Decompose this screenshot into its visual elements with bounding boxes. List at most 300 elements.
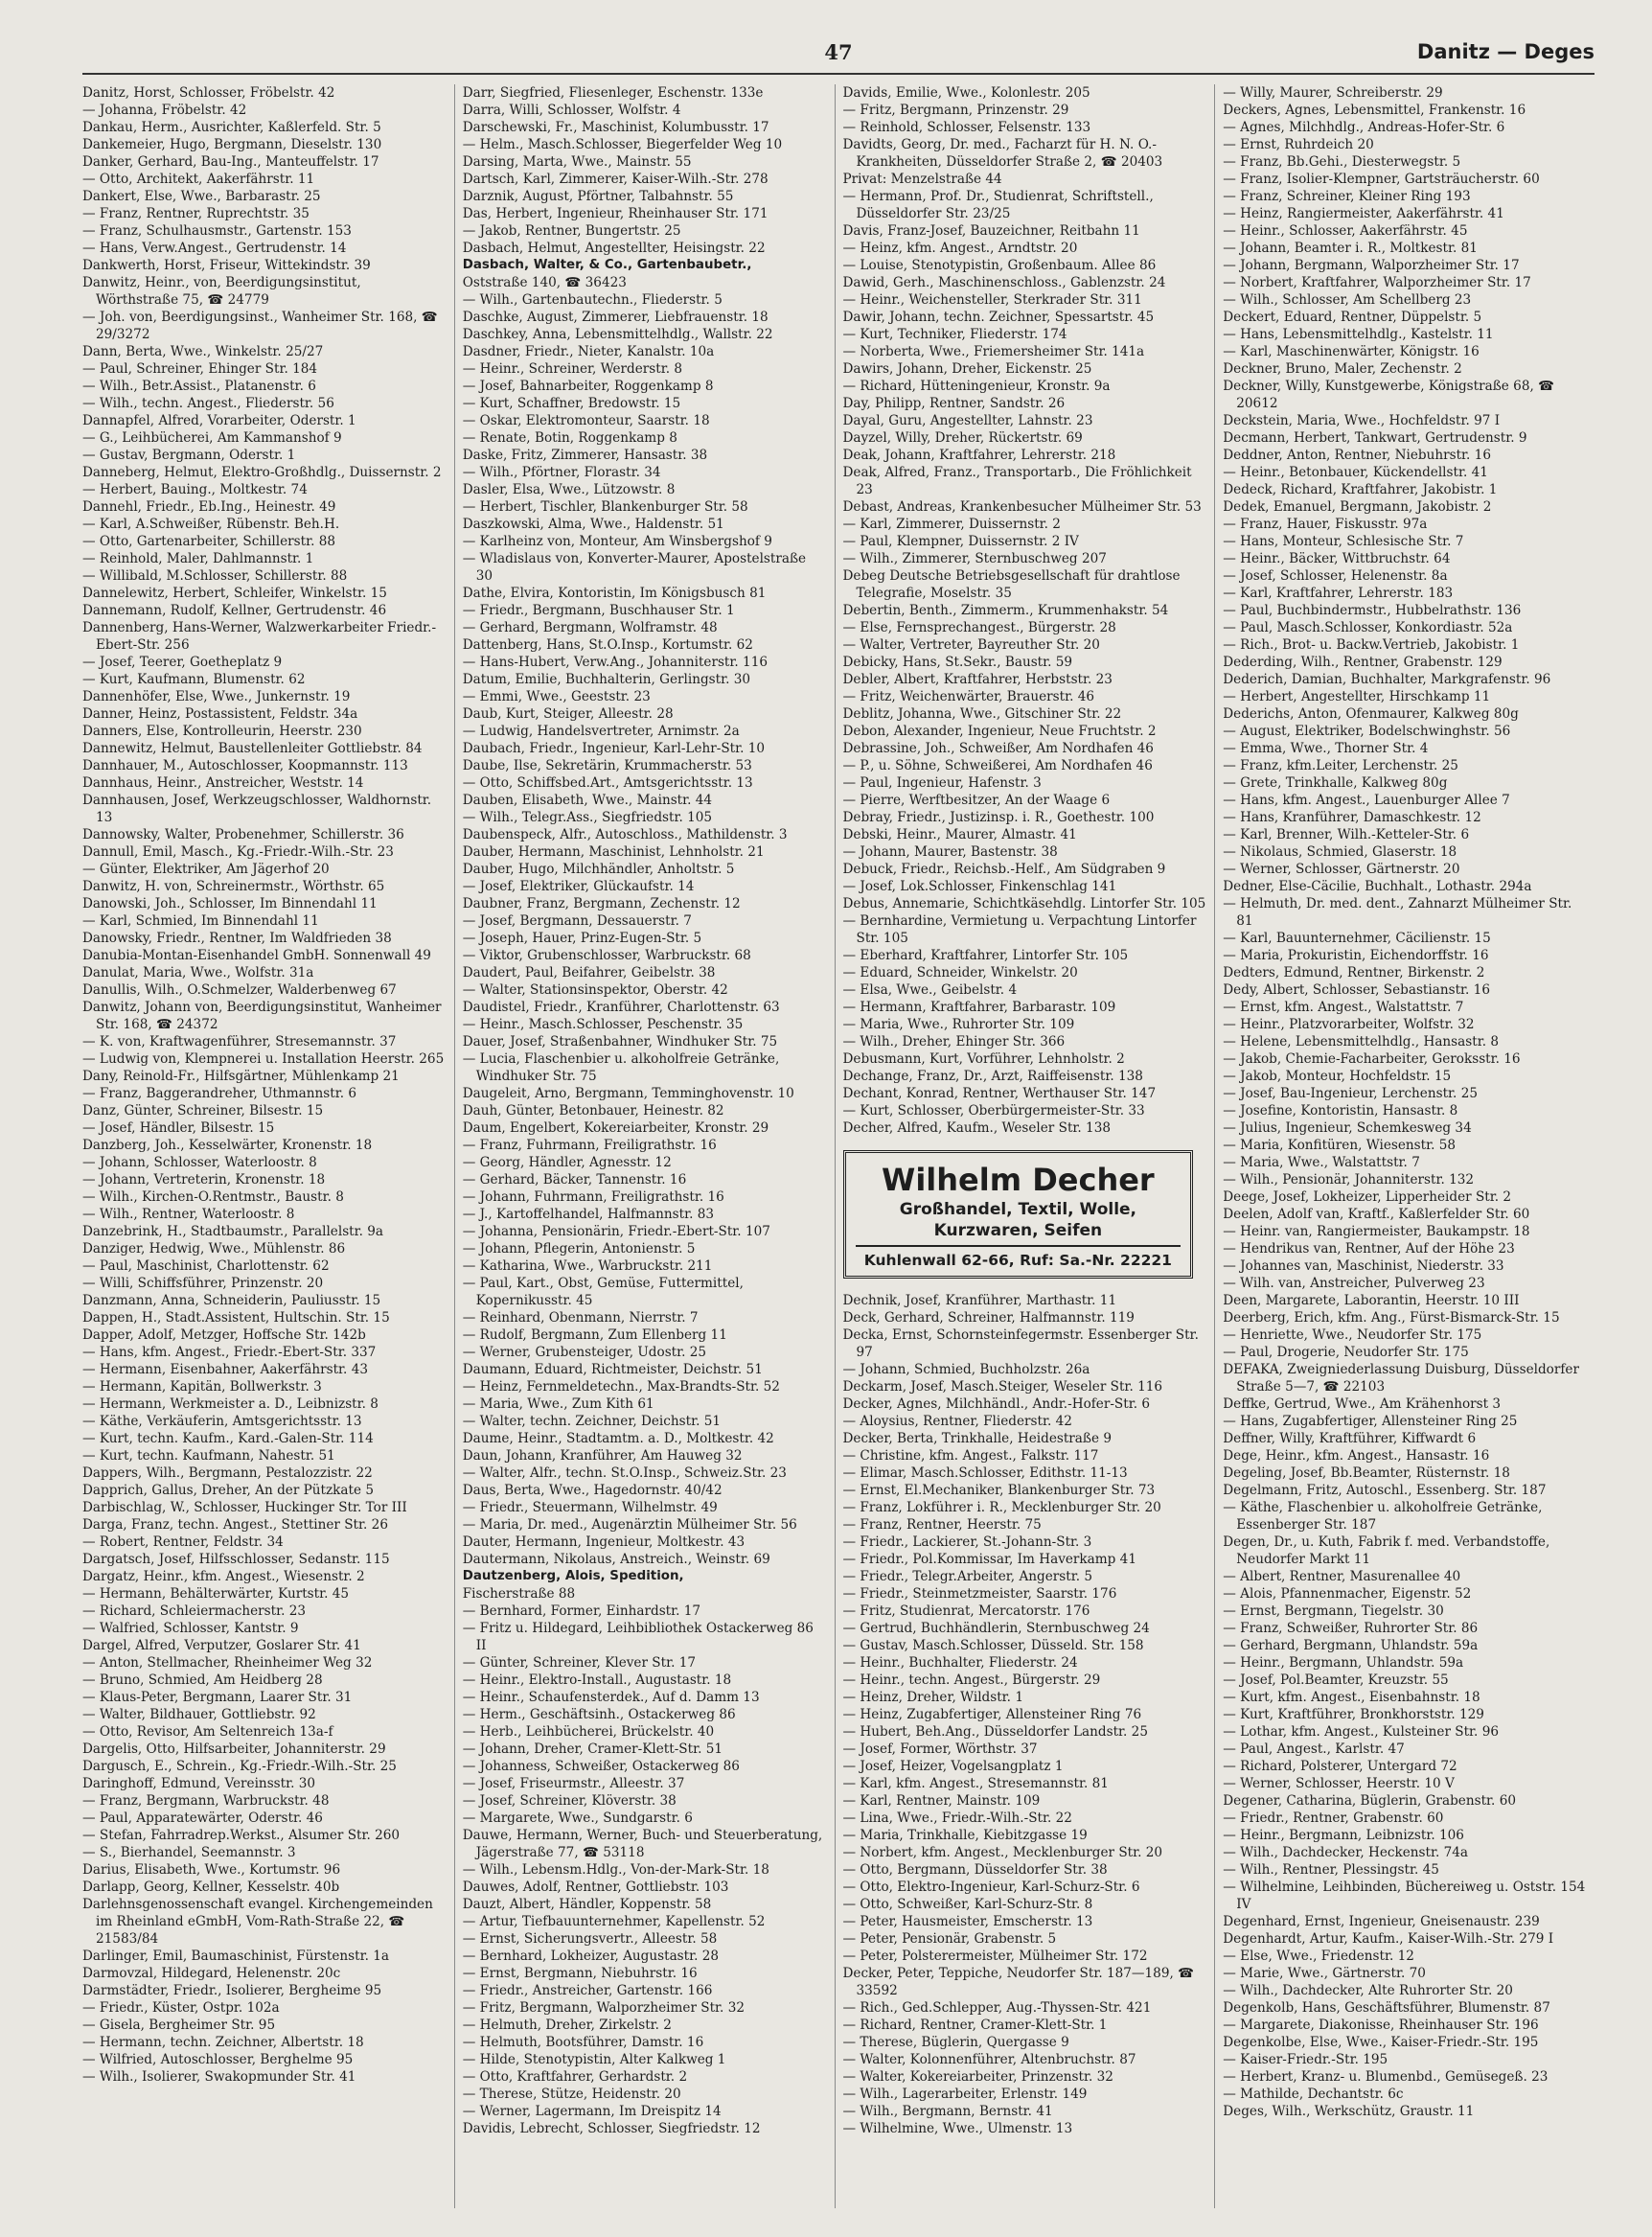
directory-entry: — Walter, Bildhauer, Gottliebstr. 92 bbox=[82, 1707, 316, 1722]
directory-entry: — Katharina, Wwe., Warbruckstr. 211 bbox=[462, 1258, 713, 1274]
directory-entry: — Heinz, kfm. Angest., Arndtstr. 20 bbox=[842, 241, 1078, 256]
directory-entry: Decker, Berta, Trinkhalle, Heidestraße 9 bbox=[842, 1431, 1113, 1446]
directory-entry: — Heinr., Platzvorarbeiter, Wolfstr. 32 bbox=[1223, 1017, 1475, 1032]
directory-entry: — Reinhold, Schlosser, Felsenstr. 133 bbox=[842, 120, 1091, 135]
directory-entry: Dechnik, Josef, Kranführer, Marthastr. 11 bbox=[842, 1293, 1117, 1308]
directory-entry: — Wilh., Pförtner, Florastr. 34 bbox=[462, 465, 661, 480]
directory-entry: Daun, Johann, Kranführer, Am Hauweg 32 bbox=[462, 1448, 743, 1464]
directory-entry: Dauber, Hugo, Milchhändler, Anholtstr. 5 bbox=[462, 862, 735, 877]
directory-entry: Decher, Alfred, Kaufm., Weseler Str. 138 bbox=[842, 1120, 1111, 1136]
directory-entry: — Karl, Maschinenwärter, Königstr. 16 bbox=[1223, 344, 1480, 359]
directory-entry: — Willy, Maurer, Schreiberstr. 29 bbox=[1223, 85, 1443, 101]
directory-entry: Dauben, Elisabeth, Wwe., Mainstr. 44 bbox=[462, 793, 713, 808]
directory-entry: Darga, Franz, techn. Angest., Stettiner Str. 26 bbox=[82, 1517, 388, 1533]
directory-entry: Dechant, Konrad, Rentner, Werthauser Str. 147 bbox=[842, 1086, 1157, 1101]
directory-entry: Dathe, Elvira, Kontoristin, Im Königsbusch 81 bbox=[462, 586, 767, 601]
directory-entry: — Wilh., Lebensm.Hdlg., Von-der-Mark-Str. 18 bbox=[462, 1862, 769, 1878]
directory-entry: Darznik, August, Pförtner, Talbahnstr. 55 bbox=[462, 189, 734, 204]
directory-entry: Dedek, Emanuel, Bergmann, Jakobistr. 2 bbox=[1223, 499, 1492, 515]
directory-entry: — Gisela, Bergheimer Str. 95 bbox=[82, 2018, 276, 2033]
directory-entry: — Josef, Heizer, Vogelsangplatz 1 bbox=[842, 1759, 1064, 1774]
running-head: Danitz — Deges bbox=[1416, 40, 1595, 63]
directory-entry: — Heinr., Bergmann, Leibnizstr. 106 bbox=[1223, 1828, 1464, 1843]
directory-entry: — Paul, Angest., Karlstr. 47 bbox=[1223, 1741, 1405, 1757]
directory-entry: Deddner, Anton, Rentner, Niebuhrstr. 16 bbox=[1223, 448, 1491, 463]
directory-entry: — Hermann, Eisenbahner, Aakerfährstr. 43 bbox=[82, 1362, 368, 1377]
directory-entry: — Kaiser-Friedr.-Str. 195 bbox=[1223, 2052, 1388, 2067]
directory-entry: — Helm., Masch.Schlosser, Biegerfelder Weg 10 bbox=[462, 137, 783, 152]
directory-entry: — Franz, Bergmann, Warbruckstr. 48 bbox=[82, 1793, 330, 1809]
directory-entry: Dedner, Else-Cäcilie, Buchhalt., Lothastr. 294a bbox=[1223, 879, 1532, 894]
directory-entry: — Walfried, Schlosser, Kantstr. 9 bbox=[82, 1621, 299, 1636]
directory-entry: Dannowsky, Walter, Probenehmer, Schillerstr. 36 bbox=[82, 827, 404, 842]
directory-entry: — Johanna, Pensionärin, Friedr.-Ebert-Str. 107 bbox=[462, 1224, 770, 1239]
directory-entry: — Peter, Polsterermeister, Mülheimer Str. 172 bbox=[842, 1949, 1148, 1964]
directory-entry: — Walter, Vertreter, Bayreuther Str. 20 bbox=[842, 637, 1100, 653]
directory-entry: Dederich, Damian, Buchhalter, Markgrafenstr. 96 bbox=[1223, 672, 1551, 687]
directory-entry: Danzebrink, H., Stadtbaumstr., Parallelstr. 9a bbox=[82, 1224, 384, 1239]
directory-entry: — Jakob, Chemie-Facharbeiter, Geroksstr. 16 bbox=[1223, 1051, 1521, 1067]
directory-entry: DEFAKA, Zweigniederlassung Duisburg, Düsseldorfer Straße 5—7, ☎ 22103 bbox=[1223, 1362, 1579, 1395]
directory-entry: Davidis, Lebrecht, Schlosser, Siegfriedstr. 12 bbox=[462, 2121, 761, 2136]
directory-entry: — Wilh., Telegr.Ass., Siegfriedstr. 105 bbox=[462, 810, 713, 825]
directory-entry: Dannelewitz, Herbert, Schleifer, Winkelstr. 15 bbox=[82, 586, 387, 601]
directory-entry: Dargusch, E., Schrein., Kg.-Friedr.-Wilh.-Str. 25 bbox=[82, 1759, 397, 1774]
directory-entry: — Hubert, Beh.Ang., Düsseldorfer Landstr. 25 bbox=[842, 1724, 1148, 1740]
directory-entry: — Heinr., Buchhalter, Fliederstr. 24 bbox=[842, 1655, 1078, 1671]
directory-entry: — Hans, Lebensmittelhdlg., Kastelstr. 11 bbox=[1223, 327, 1494, 342]
directory-entry: — Karlheinz von, Monteur, Am Winsbergshof 9 bbox=[462, 534, 772, 549]
directory-entry: — Hermann, Werkmeister a. D., Leibnizstr. 8 bbox=[82, 1396, 379, 1412]
directory-entry: — Renate, Botin, Roggenkamp 8 bbox=[462, 430, 677, 446]
directory-entry: — Rudolf, Bergmann, Zum Ellenberg 11 bbox=[462, 1327, 727, 1343]
directory-entry: — Jakob, Monteur, Hochfeldstr. 15 bbox=[1223, 1069, 1452, 1084]
directory-entry: — August, Elektriker, Bodelschwinghstr. 56 bbox=[1223, 724, 1511, 739]
directory-entry: Day, Philipp, Rentner, Sandstr. 26 bbox=[842, 396, 1066, 411]
directory-entry: Danowsky, Friedr., Rentner, Im Waldfrieden 38 bbox=[82, 931, 392, 946]
advertisement-box bbox=[843, 1150, 1194, 1279]
directory-entry: Dapper, Adolf, Metzger, Hoffsche Str. 142b bbox=[82, 1327, 366, 1343]
directory-entry: Deck, Gerhard, Schreiner, Halfmannstr. 119 bbox=[842, 1310, 1135, 1326]
directory-entry: — Johann, Schmied, Buchholzstr. 26a bbox=[842, 1362, 1090, 1377]
directory-entry: — Kurt, Kraftführer, Bronkhorststr. 129 bbox=[1223, 1707, 1484, 1722]
directory-entry: — Peter, Pensionär, Grabenstr. 5 bbox=[842, 1931, 1057, 1947]
directory-entry: — Gustav, Bergmann, Oderstr. 1 bbox=[82, 448, 296, 463]
directory-entry: — Wilh., Dachdecker, Heckenstr. 74a bbox=[1223, 1845, 1469, 1860]
directory-entry: — Wilh., Dreher, Ehinger Str. 366 bbox=[842, 1034, 1066, 1049]
directory-entry: Degenkolbe, Else, Wwe., Kaiser-Friedr.-Str. 195 bbox=[1223, 2035, 1539, 2050]
directory-entry: — Jakob, Rentner, Bungertstr. 25 bbox=[462, 223, 681, 239]
directory-entry: — Paul, Maschinist, Charlottenstr. 62 bbox=[82, 1258, 330, 1274]
directory-entry: Darlapp, Georg, Kellner, Kesselstr. 40b bbox=[82, 1880, 340, 1895]
directory-entry: Danners, Else, Kontrolleurin, Heerstr. 230 bbox=[82, 724, 362, 739]
directory-entry: — Herbert, Bauing., Moltkestr. 74 bbox=[82, 482, 308, 497]
directory-entry: Debski, Heinr., Maurer, Almastr. 41 bbox=[842, 827, 1077, 842]
directory-entry: — Gustav, Masch.Schlosser, Düsseld. Str. 158 bbox=[842, 1638, 1144, 1653]
directory-entry: — Hans, Monteur, Schlesische Str. 7 bbox=[1223, 534, 1464, 549]
directory-entry: — Hans, kfm. Angest., Friedr.-Ebert-Str. 337 bbox=[82, 1345, 377, 1360]
directory-entry: — Heinz, Dreher, Wildstr. 1 bbox=[842, 1690, 1023, 1705]
directory-entry: — Margarete, Wwe., Sundgarstr. 6 bbox=[462, 1810, 693, 1826]
directory-entry: — Hermann, Kapitän, Bollwerkstr. 3 bbox=[82, 1379, 322, 1395]
directory-entry: — Kurt, techn. Kaufmann, Nahestr. 51 bbox=[82, 1448, 335, 1464]
directory-entry: Deege, Josef, Lokheizer, Lipperheider Str. 2 bbox=[1223, 1189, 1512, 1205]
directory-entry: Danz, Günter, Schreiner, Bilsestr. 15 bbox=[82, 1103, 324, 1118]
directory-entry: — Karl, Brenner, Wilh.-Ketteler-Str. 6 bbox=[1223, 827, 1470, 842]
directory-entry: — Kurt, techn. Kaufm., Kard.-Galen-Str. 114 bbox=[82, 1431, 374, 1446]
directory-entry: — Franz, Isolier-Klempner, Gartsträucherstr. 60 bbox=[1223, 172, 1540, 187]
directory-entry: — Eduard, Schneider, Winkelstr. 20 bbox=[842, 965, 1078, 980]
directory-entry: Dasler, Elsa, Wwe., Lützowstr. 8 bbox=[462, 482, 676, 497]
directory-entry: Deckert, Eduard, Rentner, Düppelstr. 5 bbox=[1223, 310, 1482, 325]
directory-column-4 bbox=[1214, 84, 1595, 2208]
directory-entry: — Maria, Dr. med., Augenärztin Mülheimer Str. 56 bbox=[462, 1517, 797, 1533]
directory-entry: — Josef, Elektriker, Glückaufstr. 14 bbox=[462, 879, 695, 894]
directory-entry: — Wilh., Rentner, Waterloostr. 8 bbox=[82, 1207, 295, 1222]
directory-entry: Daringhoff, Edmund, Vereinsstr. 30 bbox=[82, 1776, 316, 1791]
directory-entry: — Johanness, Schweißer, Ostackerweg 86 bbox=[462, 1759, 740, 1774]
directory-entry: — Karl, Rentner, Mainstr. 109 bbox=[842, 1793, 1041, 1809]
directory-entry: — Ernst, Ruhrdeich 20 bbox=[1223, 137, 1374, 152]
directory-entry: Danziger, Hedwig, Wwe., Mühlenstr. 86 bbox=[82, 1241, 346, 1257]
directory-entry: Daubner, Franz, Bergmann, Zechenstr. 12 bbox=[462, 896, 741, 911]
directory-entry: Darlehnsgenossenschaft evangel. Kirchengemeinden im Rheinland eGmbH, Vom-Rath-Straße 22, ☎ 21583/84 bbox=[82, 1897, 433, 1947]
directory-entry: — Oskar, Elektromonteur, Saarstr. 18 bbox=[462, 413, 710, 428]
directory-entry: Debray, Friedr., Justizinsp. i. R., Goethestr. 100 bbox=[842, 810, 1155, 825]
directory-entry: Dechange, Franz, Dr., Arzt, Raiffeisenstr. 138 bbox=[842, 1069, 1143, 1084]
directory-entry: — Josef, Friseurmstr., Alleestr. 37 bbox=[462, 1776, 685, 1791]
directory-entry: — Wilhelmine, Wwe., Ulmenstr. 13 bbox=[842, 2121, 1073, 2136]
directory-entry: — Wilhelmine, Leihbinden, Büchereiweg u. Oststr. 154 IV bbox=[1223, 1880, 1586, 1912]
directory-entry: — Louise, Stenotypistin, Großenbaum. Allee 86 bbox=[842, 258, 1157, 273]
directory-entry: — Joh. von, Beerdigungsinst., Wanheimer Str. 168, ☎ 29/3272 bbox=[82, 310, 438, 342]
directory-entry: Dannull, Emil, Masch., Kg.-Friedr.-Wilh.-Str. 23 bbox=[82, 844, 394, 860]
directory-entry: — Gertrud, Buchhändlerin, Sternbuschweg 24 bbox=[842, 1621, 1150, 1636]
directory-entry: — Klaus-Peter, Bergmann, Laarer Str. 31 bbox=[82, 1690, 353, 1705]
directory-entry: Decka, Ernst, Schornsteinfegermstr. Essenberger Str. 97 bbox=[842, 1327, 1199, 1360]
directory-entry: — Kurt, Schaffner, Bredowstr. 15 bbox=[462, 396, 681, 411]
directory-entry: — Willi, Schiffsführer, Prinzenstr. 20 bbox=[82, 1276, 324, 1291]
directory-entry: — Friedr., Pol.Kommissar, Im Haverkamp 41 bbox=[842, 1552, 1136, 1567]
directory-entry: — Gerhard, Bergmann, Uhlandstr. 59a bbox=[1223, 1638, 1479, 1653]
directory-entry: — Karl, A.Schweißer, Rübenstr. Beh.H. bbox=[82, 517, 340, 532]
directory-entry: Danwitz, Heinr., von, Beerdigungsinstitut, Wörthstraße 75, ☎ 24779 bbox=[82, 275, 361, 308]
directory-entry: Deerberg, Erich, kfm. Ang., Fürst-Bismarck-Str. 15 bbox=[1223, 1310, 1560, 1326]
directory-entry: — Otto, Elektro-Ingenieur, Karl-Schurz-Str. 6 bbox=[842, 1880, 1140, 1895]
directory-entry: — Karl, Bauunternehmer, Cäcilienstr. 15 bbox=[1223, 931, 1491, 946]
directory-entry: — Paul, Apparatewärter, Oderstr. 46 bbox=[82, 1810, 323, 1826]
directory-entry: — Kurt, Techniker, Fliederstr. 174 bbox=[842, 327, 1067, 342]
directory-entry: — Eberhard, Kraftfahrer, Lintorfer Str. 105 bbox=[842, 948, 1129, 963]
directory-entry: — Albert, Rentner, Masurenallee 40 bbox=[1223, 1569, 1461, 1584]
directory-entry: — Franz, Lokführer i. R., Mecklenburger Str. 20 bbox=[842, 1500, 1161, 1515]
directory-entry: Debicky, Hans, St.Sekr., Baustr. 59 bbox=[842, 655, 1073, 670]
directory-entry: — Richard, Rentner, Cramer-Klett-Str. 1 bbox=[842, 2018, 1108, 2033]
directory-entry: — Heinr., Schlosser, Aakerfährstr. 45 bbox=[1223, 223, 1468, 239]
directory-entry: — Josef, Händler, Bilsestr. 15 bbox=[82, 1120, 275, 1136]
directory-entry: — Otto, Architekt, Aakerfährstr. 11 bbox=[82, 172, 315, 187]
directory-entry: — Friedr., Telegr.Arbeiter, Angerstr. 5 bbox=[842, 1569, 1092, 1584]
directory-entry: Dannenberg, Hans-Werner, Walzwerkarbeiter Friedr.-Ebert-Str. 256 bbox=[82, 620, 437, 653]
directory-entry: — Stefan, Fahrradrep.Werkst., Alsumer Str. 260 bbox=[82, 1828, 401, 1843]
directory-entry: — Willibald, M.Schlosser, Schillerstr. 88 bbox=[82, 568, 348, 584]
directory-entry: Darlinger, Emil, Baumaschinist, Fürstenstr. 1a bbox=[82, 1949, 389, 1964]
directory-entry: — Hans, Zugabfertiger, Allensteiner Ring 25 bbox=[1223, 1414, 1518, 1429]
directory-entry: — Johann, Bergmann, Walporzheimer Str. 17 bbox=[1223, 258, 1520, 273]
directory-entry: — Ludwig von, Klempnerei u. Installation Heerstr. 265 bbox=[82, 1051, 445, 1067]
directory-entry: — Wilh., Kirchen-O.Rentmstr., Baustr. 8 bbox=[82, 1189, 344, 1205]
directory-entry: — Hermann, Prof. Dr., Studienrat, Schriftstell., Düsseldorfer Str. 23/25 bbox=[842, 189, 1154, 221]
directory-entry: Deckstein, Maria, Wwe., Hochfeldstr. 97 I bbox=[1223, 413, 1501, 428]
directory-entry: — Georg, Händler, Agnesstr. 12 bbox=[462, 1155, 672, 1170]
directory-entry: — Friedr., Steuermann, Wilhelmstr. 49 bbox=[462, 1500, 718, 1515]
directory-entry: Dappen, H., Stadt.Assistent, Hultschin. Str. 15 bbox=[82, 1310, 390, 1326]
directory-entry: — Josef, Schreiner, Klöverstr. 38 bbox=[462, 1793, 677, 1809]
directory-entry: Deckers, Agnes, Lebensmittel, Frankenstr. 16 bbox=[1223, 103, 1526, 118]
directory-entry: Dawid, Gerh., Maschinenschloss., Gablenzstr. 24 bbox=[842, 275, 1166, 290]
directory-entry: Daub, Kurt, Steiger, Alleestr. 28 bbox=[462, 706, 674, 722]
directory-entry: — Herbert, Tischler, Blankenburger Str. 58 bbox=[462, 499, 748, 515]
directory-entry: — Hans, kfm. Angest., Lauenburger Allee 7 bbox=[1223, 793, 1510, 808]
directory-entry: Danzberg, Joh., Kesselwärter, Kronenstr. 18 bbox=[82, 1138, 373, 1153]
directory-entry: — Josef, Former, Wörthstr. 37 bbox=[842, 1741, 1038, 1757]
directory-entry: Danowski, Joh., Schlosser, Im Binnendahl 11 bbox=[82, 896, 378, 911]
directory-entry: Daszkowski, Alma, Wwe., Haldenstr. 51 bbox=[462, 517, 724, 532]
directory-entry: — Karl, Schmied, Im Binnendahl 11 bbox=[82, 913, 319, 929]
directory-entry: — Herb., Leihbücherei, Brückelstr. 40 bbox=[462, 1724, 715, 1740]
directory-entry: Debeg Deutsche Betriebsgesellschaft für drahtlose Telegrafie, Moselstr. 35 bbox=[842, 568, 1181, 601]
directory-entry: Dauwe, Hermann, Werner, Buch- und Steuerberatung, Jägerstraße 77, ☎ 53118 bbox=[462, 1828, 823, 1860]
directory-entry: — Hans, Kranführer, Damaschkestr. 12 bbox=[1223, 810, 1481, 825]
directory-entry: — Hendrikus van, Rentner, Auf der Höhe 23 bbox=[1223, 1241, 1515, 1257]
directory-entry: — Käthe, Verkäuferin, Amtsgerichtsstr. 13 bbox=[82, 1414, 362, 1429]
directory-entry: — Walter, Stationsinspektor, Oberstr. 42 bbox=[462, 982, 728, 998]
directory-entry: — Josefine, Kontoristin, Hansastr. 8 bbox=[1223, 1103, 1458, 1118]
directory-entry: — Lina, Wwe., Friedr.-Wilh.-Str. 22 bbox=[842, 1810, 1072, 1826]
directory-entry: — Hermann, Behälterwärter, Kurtstr. 45 bbox=[82, 1586, 350, 1602]
directory-entry: — G., Leihbücherei, Am Kammanshof 9 bbox=[82, 430, 342, 446]
directory-entry: Decker, Peter, Teppiche, Neudorfer Str. 187—189, ☎ 33592 bbox=[842, 1966, 1195, 1998]
directory-columns bbox=[82, 84, 1595, 2208]
directory-entry: — Walter, techn. Zeichner, Deichstr. 51 bbox=[462, 1414, 722, 1429]
directory-column-1 bbox=[82, 84, 454, 2208]
directory-entry: Datum, Emilie, Buchhalterin, Gerlingstr. 30 bbox=[462, 672, 751, 687]
directory-entry: — Werner, Schlosser, Gärtnerstr. 20 bbox=[1223, 862, 1460, 877]
directory-entry: Darmovzal, Hildegard, Helenenstr. 20c bbox=[82, 1966, 341, 1981]
page-header bbox=[82, 40, 1595, 75]
directory-entry: Dargel, Alfred, Verputzer, Goslarer Str. 41 bbox=[82, 1638, 361, 1653]
directory-entry: — Wilfried, Autoschlosser, Berghelme 95 bbox=[82, 2052, 354, 2067]
directory-entry: — Johann, Beamter i. R., Moltkestr. 81 bbox=[1223, 241, 1478, 256]
directory-entry: — Franz, Rentner, Ruprechtstr. 35 bbox=[82, 206, 310, 221]
advertisement-title: Wilhelm Decher bbox=[882, 1162, 1155, 1198]
directory-entry: — Heinr., Masch.Schlosser, Peschenstr. 35 bbox=[462, 1017, 744, 1032]
directory-entry: — Johann, Dreher, Cramer-Klett-Str. 51 bbox=[462, 1741, 723, 1757]
directory-entry: Dannhausen, Josef, Werkzeugschlosser, Waldhornstr. 13 bbox=[82, 793, 432, 825]
directory-entry: Dannehl, Friedr., Eb.Ing., Heinestr. 49 bbox=[82, 499, 336, 515]
directory-entry: — Wilh., Gartenbautechn., Fliederstr. 5 bbox=[462, 292, 723, 308]
directory-column-3 bbox=[835, 84, 1215, 2208]
directory-entry: — Else, Wwe., Friedenstr. 12 bbox=[1223, 1949, 1414, 1964]
directory-entry: — Friedr., Lackierer, St.-Johann-Str. 3 bbox=[842, 1534, 1092, 1550]
directory-entry: — Heinz, Fernmeldetechn., Max-Brandts-Str. 52 bbox=[462, 1379, 780, 1395]
directory-entry: Degenhard, Ernst, Ingenieur, Gneisenaustr. 239 bbox=[1223, 1914, 1540, 1929]
directory-entry: — Therese, Büglerin, Quergasse 9 bbox=[842, 2035, 1069, 2050]
directory-entry: Privat: Menzelstraße 44 bbox=[842, 172, 1002, 187]
directory-entry: — Julius, Ingenieur, Schemkesweg 34 bbox=[1223, 1120, 1472, 1136]
directory-entry: — Gerhard, Bergmann, Wolframstr. 48 bbox=[462, 620, 718, 635]
directory-entry: — Emma, Wwe., Thorner Str. 4 bbox=[1223, 741, 1429, 756]
directory-entry: — Maria, Prokuristin, Eichendorffstr. 16 bbox=[1223, 948, 1489, 963]
directory-entry: — Friedr., Steinmetzmeister, Saarstr. 176 bbox=[842, 1586, 1117, 1602]
directory-entry: — Wilh., Rentner, Plessingstr. 45 bbox=[1223, 1862, 1439, 1878]
directory-entry: Dartsch, Karl, Zimmerer, Kaiser-Wilh.-Str. 278 bbox=[462, 172, 769, 187]
directory-entry: — Nikolaus, Schmied, Glaserstr. 18 bbox=[1223, 844, 1457, 860]
directory-entry: Deelen, Adolf van, Kraftf., Kaßlerfelder Str. 60 bbox=[1223, 1207, 1530, 1222]
directory-entry: — Emmi, Wwe., Geeststr. 23 bbox=[462, 689, 651, 704]
directory-entry: — Franz, Baggerandreher, Uthmannstr. 6 bbox=[82, 1086, 357, 1101]
directory-entry: — Franz, Schreiner, Kleiner Ring 193 bbox=[1223, 189, 1471, 204]
directory-entry: — Lucia, Flaschenbier u. alkoholfreie Getränke, Windhuker Str. 75 bbox=[462, 1051, 780, 1084]
directory-column-2 bbox=[454, 84, 835, 2208]
directory-entry: — Else, Fernsprechangest., Bürgerstr. 28 bbox=[842, 620, 1116, 635]
directory-entry: — Lothar, kfm. Angest., Kulsteiner Str. 96 bbox=[1223, 1724, 1499, 1740]
directory-entry: Dappers, Wilh., Bergmann, Pestalozzistr. 22 bbox=[82, 1465, 373, 1481]
directory-entry: Dedy, Albert, Schlosser, Sebastianstr. 16 bbox=[1223, 982, 1490, 998]
directory-entry: Danwitz, H. von, Schreinermstr., Wörthstr. 65 bbox=[82, 879, 385, 894]
directory-entry: — Günter, Elektriker, Am Jägerhof 20 bbox=[82, 862, 330, 877]
directory-entry: — Christine, kfm. Angest., Falkstr. 117 bbox=[842, 1448, 1099, 1464]
directory-entry: Dankwerth, Horst, Friseur, Wittekindstr. 39 bbox=[82, 258, 371, 273]
directory-entry: Dauh, Günter, Betonbauer, Heinestr. 82 bbox=[462, 1103, 724, 1118]
directory-entry: — Heinr., Elektro-Install., Augustastr. 18 bbox=[462, 1672, 732, 1688]
directory-entry: — Heinr., Schaufensterdek., Auf d. Damm 13 bbox=[462, 1690, 760, 1705]
directory-entry: Dannenhöfer, Else, Wwe., Junkernstr. 19 bbox=[82, 689, 351, 704]
directory-entry: — Maria, Wwe., Ruhrorter Str. 109 bbox=[842, 1017, 1075, 1032]
directory-entry: — Helmuth, Bootsführer, Damstr. 16 bbox=[462, 2035, 704, 2050]
directory-entry: — Wilh., Isolierer, Swakopmunder Str. 41 bbox=[82, 2069, 356, 2085]
directory-entry: — Heinr., techn. Angest., Bürgerstr. 29 bbox=[842, 1672, 1101, 1688]
directory-entry: — Johann, Pflegerin, Antonienstr. 5 bbox=[462, 1241, 696, 1257]
directory-entry: — Walter, Kokereiarbeiter, Prinzenstr. 32 bbox=[842, 2069, 1113, 2085]
directory-entry: — Heinr. van, Rangiermeister, Baukampstr. 18 bbox=[1223, 1224, 1530, 1239]
directory-entry: — Ludwig, Handelsvertreter, Arnimstr. 2a bbox=[462, 724, 740, 739]
directory-entry: — Wilh., Zimmerer, Sternbuschweg 207 bbox=[842, 551, 1107, 566]
directory-entry: — Elimar, Masch.Schlosser, Edithstr. 11-13 bbox=[842, 1465, 1128, 1481]
directory-entry: Degen, Dr., u. Kuth, Fabrik f. med. Verbandstoffe, Neudorfer Markt 11 bbox=[1223, 1534, 1550, 1567]
directory-entry: — Pierre, Werftbesitzer, An der Waage 6 bbox=[842, 793, 1111, 808]
directory-entry: Dasbach, Walter, & Co., Gartenbaubetr., bbox=[462, 258, 752, 272]
directory-entry: — Maria, Konfitüren, Wiesenstr. 58 bbox=[1223, 1138, 1457, 1153]
directory-entry: — Wilh., Dachdecker, Alte Ruhrorter Str. 20 bbox=[1223, 1983, 1513, 1998]
directory-entry: Dankemeier, Hugo, Bergmann, Dieselstr. 130 bbox=[82, 137, 382, 152]
directory-entry: — Maria, Wwe., Walstattstr. 7 bbox=[1223, 1155, 1420, 1170]
directory-entry: — Heinr., Bäcker, Wittbruchstr. 64 bbox=[1223, 551, 1451, 566]
directory-entry: — Paul, Ingenieur, Hafenstr. 3 bbox=[842, 775, 1042, 791]
directory-entry: — Heinz, Rangiermeister, Aakerfährstr. 41 bbox=[1223, 206, 1504, 221]
directory-entry: — Maria, Trinkhalle, Kiebitzgasse 19 bbox=[842, 1828, 1088, 1843]
directory-entry: Darius, Elisabeth, Wwe., Kortumstr. 96 bbox=[82, 1862, 341, 1878]
directory-entry: Dedeck, Richard, Kraftfahrer, Jakobistr. 1 bbox=[1223, 482, 1498, 497]
directory-entry: Darmstädter, Friedr., Isolierer, Bergheime 95 bbox=[82, 1983, 382, 1998]
directory-entry: — Paul, Buchbindermstr., Hubbelrathstr. 136 bbox=[1223, 603, 1522, 618]
directory-entry: Dann, Berta, Wwe., Winkelstr. 25/27 bbox=[82, 344, 324, 359]
directory-entry: Debertin, Benth., Zimmerm., Krummenhakstr. 54 bbox=[842, 603, 1169, 618]
directory-entry: Degelmann, Fritz, Autoschl., Essenberg. Str. 187 bbox=[1223, 1483, 1547, 1498]
directory-entry: Decmann, Herbert, Tankwart, Gertrudenstr. 9 bbox=[1223, 430, 1527, 446]
directory-entry: — Heinz, Zugabfertiger, Allensteiner Ring 76 bbox=[842, 1707, 1142, 1722]
directory-entry: Fischerstraße 88 bbox=[462, 1586, 576, 1602]
directory-entry: — Paul, Drogerie, Neudorfer Str. 175 bbox=[1223, 1345, 1469, 1360]
directory-entry: Dawir, Johann, techn. Zeichner, Spessartstr. 45 bbox=[842, 310, 1155, 325]
directory-entry: — Norberta, Wwe., Friemersheimer Str. 141a bbox=[842, 344, 1145, 359]
directory-entry: — Friedr., Rentner, Grabenstr. 60 bbox=[1223, 1810, 1444, 1826]
directory-entry: Davids, Emilie, Wwe., Kolonlestr. 205 bbox=[842, 85, 1090, 101]
directory-entry: Dederichs, Anton, Ofenmaurer, Kalkweg 80g bbox=[1223, 706, 1519, 722]
directory-entry: — Ernst, Bergmann, Niebuhrstr. 16 bbox=[462, 1966, 698, 1981]
directory-entry: Dattenberg, Hans, St.O.Insp., Kortumstr. 62 bbox=[462, 637, 753, 653]
directory-entry: — Johannes van, Maschinist, Niederstr. 33 bbox=[1223, 1258, 1504, 1274]
directory-entry: — Ernst, kfm. Angest., Walstattstr. 7 bbox=[1223, 1000, 1464, 1015]
directory-entry: — Rich., Ged.Schlepper, Aug.-Thyssen-Str. 421 bbox=[842, 2000, 1152, 2016]
directory-entry: Deges, Wilh., Werkschütz, Graustr. 11 bbox=[1223, 2104, 1475, 2119]
directory-entry: — Peter, Hausmeister, Emscherstr. 13 bbox=[842, 1914, 1093, 1929]
directory-entry: Degenhardt, Artur, Kaufm., Kaiser-Wilh.-Str. 279 I bbox=[1223, 1931, 1554, 1947]
directory-entry: — Elsa, Wwe., Geibelstr. 4 bbox=[842, 982, 1018, 998]
directory-entry: Degenkolb, Hans, Geschäftsführer, Blumenstr. 87 bbox=[1223, 2000, 1550, 2016]
directory-entry: Deffke, Gertrud, Wwe., Am Krähenhorst 3 bbox=[1223, 1396, 1502, 1412]
directory-entry: — Käthe, Flaschenbier u. alkoholfreie Getränke, Essenberger Str. 187 bbox=[1223, 1500, 1543, 1533]
directory-entry: Debler, Albert, Kraftfahrer, Herbststr. 23 bbox=[842, 672, 1113, 687]
directory-entry: Dawirs, Johann, Dreher, Eickenstr. 25 bbox=[842, 361, 1092, 377]
directory-entry: — Heinr., Schreiner, Werderstr. 8 bbox=[462, 361, 683, 377]
directory-entry: Daubach, Friedr., Ingenieur, Karl-Lehr-Str. 10 bbox=[462, 741, 766, 756]
directory-entry: Danzmann, Anna, Schneiderin, Pauliusstr. 15 bbox=[82, 1293, 381, 1308]
directory-entry: Davidts, Georg, Dr. med., Facharzt für H. N. O.-Krankheiten, Düsseldorfer Straße 2, ☎ 20403 bbox=[842, 137, 1163, 170]
directory-entry: — Otto, Schweißer, Karl-Schurz-Str. 8 bbox=[842, 1897, 1093, 1912]
directory-entry: — Josef, Teerer, Goetheplatz 9 bbox=[82, 655, 283, 670]
directory-entry: Dany, Reinold-Fr., Hilfsgärtner, Mühlenkamp 21 bbox=[82, 1069, 400, 1084]
directory-entry: — Josef, Bau-Ingenieur, Lerchenstr. 25 bbox=[1223, 1086, 1478, 1101]
directory-entry: Danwitz, Johann von, Beerdigungsinstitut, Wanheimer Str. 168, ☎ 24372 bbox=[82, 1000, 442, 1032]
directory-entry: Dankau, Herm., Ausrichter, Kaßlerfeld. Str. 5 bbox=[82, 120, 381, 135]
directory-entry: Dannemann, Rudolf, Kellner, Gertrudenstr. 46 bbox=[82, 603, 387, 618]
directory-entry: — Helmuth, Dr. med. dent., Zahnarzt Mülheimer Str. 81 bbox=[1223, 896, 1572, 929]
directory-entry: — Therese, Stütze, Heidenstr. 20 bbox=[462, 2087, 681, 2102]
directory-entry: — Josef, Bergmann, Dessauerstr. 7 bbox=[462, 913, 692, 929]
directory-entry: Deckarm, Josef, Masch.Steiger, Weseler Str. 116 bbox=[842, 1379, 1163, 1395]
advertisement-line: Kurzwaren, Seifen bbox=[933, 1221, 1103, 1240]
directory-entry: — Kurt, kfm. Angest., Eisenbahnstr. 18 bbox=[1223, 1690, 1480, 1705]
directory-entry: — Johann, Vertreterin, Kronenstr. 18 bbox=[82, 1172, 326, 1188]
directory-entry: Debus, Annemarie, Schichtkäsehdlg. Lintorfer Str. 105 bbox=[842, 896, 1206, 911]
directory-entry: — Wladislaus von, Konverter-Maurer, Apostelstraße 30 bbox=[462, 551, 807, 584]
directory-entry: — Hilde, Stenotypistin, Alter Kalkweg 1 bbox=[462, 2052, 726, 2067]
directory-entry: Dedters, Edmund, Rentner, Birkenstr. 2 bbox=[1223, 965, 1485, 980]
directory-entry: — Richard, Polsterer, Untergard 72 bbox=[1223, 1759, 1457, 1774]
directory-entry: — S., Bierhandel, Seemannstr. 3 bbox=[82, 1845, 296, 1860]
directory-entry: Darschewski, Fr., Maschinist, Kolumbusstr. 17 bbox=[462, 120, 769, 135]
directory-entry: — Wilh., Pensionär, Johanniterstr. 132 bbox=[1223, 1172, 1475, 1188]
directory-entry: Dannhaus, Heinr., Anstreicher, Weststr. 14 bbox=[82, 775, 364, 791]
directory-entry: Daske, Fritz, Zimmerer, Hansastr. 38 bbox=[462, 448, 708, 463]
directory-entry: — Karl, kfm. Angest., Stresemannstr. 81 bbox=[842, 1776, 1109, 1791]
directory-entry: Dasdner, Friedr., Nieter, Kanalstr. 10a bbox=[462, 344, 715, 359]
directory-entry: — Wilh., Betr.Assist., Platanenstr. 6 bbox=[82, 379, 316, 394]
directory-entry: — Josef, Pol.Beamter, Kreuzstr. 55 bbox=[1223, 1672, 1449, 1688]
directory-entry: — Werner, Lagermann, Im Dreispitz 14 bbox=[462, 2104, 722, 2119]
directory-entry: — Herbert, Angestellter, Hirschkamp 11 bbox=[1223, 689, 1491, 704]
